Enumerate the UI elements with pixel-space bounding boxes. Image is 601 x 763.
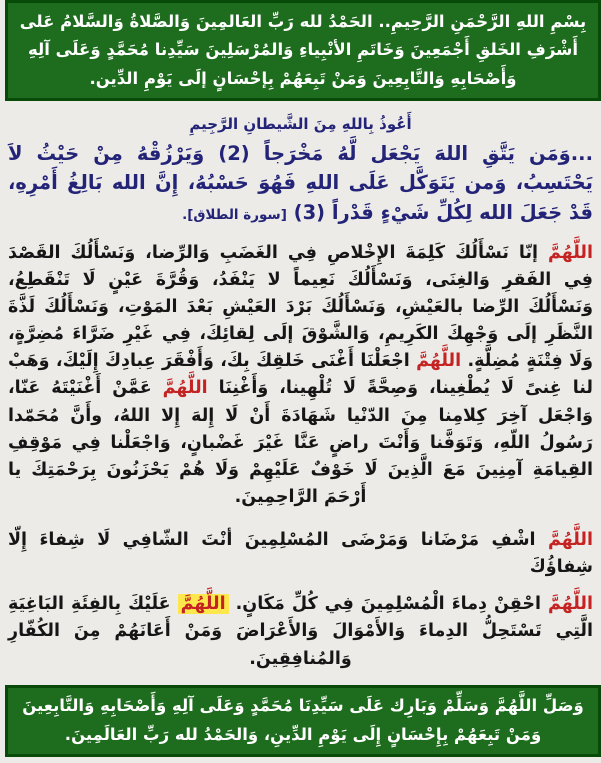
dua-healing-text: اشْفِ مَرْضَانا وَمَرْضَى المُسْلِمِينَ أنْتَ الشّافِي لَا شِفاءَ إِلّا شِفاؤُكَ (8, 530, 593, 578)
dua-protection-text-2: عَلَيْكَ بِالفِئَةِ البَاغِيَةِ الَّتِي تَسْتَحِلُّ الدِماءَ وَالأَمْوَالَ وَالأَعْرَاضَ وَمَنْ أَعَانَهُمْ مِنَ الكُفّارِ وَالمُنافِقِينَ. (8, 594, 593, 669)
dua-protection-text-1: احْقِنْ دِماءَ الْمُسْلِمِينَ فِي كُلِّ مَكَانٍ. (228, 594, 549, 615)
dua-paragraph-protection (8, 591, 593, 672)
header-banner-text: بِسْمِ اللهِ الرَّحْمَنِ الرَّحِيمِ.. الحَمْدُ لله رَبِّ العَالمِينَ وَالصَّلاةُ وَالسَّلامُ عَلى أَشْرَفِ الخَلقِ أَجْمَعِينَ وَخَاتَمِ الأنْبِياءِ وَالمُرْسَلِينَ سَيِّدِنا مُحَمَّدٍ وَعَلَى آلِهِ وَأَصْحَابِهِ وَالتَّابِعِينَ وَمَنْ تَبِعَهُمْ بِإحْسَانٍ إلَى يَوْمِ الدِّين. (19, 12, 587, 88)
footer-banner (5, 685, 601, 757)
verse-text: ...وَمَن يَتَّقِ اللهَ يَجْعَل لَّهُ مَخْرَجاً (2) وَيَرْزُقْهُ مِنْ حَيْثُ لاَ يَحْتَسِبُ، وَمن يَتَوَكَّل عَلَى اللهِ فَهُوَ حَسْبُهُ، إِنَّ الله بَالِغُ أَمْرِهِ، قَدْ جَعَلَ الله لِكُلِّ شَيْءٍ قَدْراً (3) (8, 142, 593, 224)
verse-source-citation: [سورة الطلاق]. (182, 206, 287, 223)
allahumma-red-1: اللَّهُمَّ (548, 242, 593, 263)
dua-main-text-1: إنّا نَسْأَلُكَ كَلِمَةَ الإِخْلاصِ فِي الغَضَبِ وَالرِّضا، وَنَسْأَلُكَ القَصْدَ فِي الفَقرِ وَالغِنَى، وَنَسْأَلُكَ نَعِيماً لا يَنْفَدُ، وَقُرَّةَ عَيْنٍ لَا تَنْقَطِعُ، وَنَسْأَلُكَ الرِّضا بالعَيْشِ، وَنَسْأَلُكَ بَرْدَ العَيْشِ بَعْدَ المَوْتِ، وَنَسْأَلُكَ لَذَّةَ النَّظَرِ إلَى وَجْهِكَ الكَرِيمِ، وَالشَّوْقَ إلَى لِقائِكَ، فِي غَيْرِ ضَرَّاءَ مُضِرَّةٍ، وَلَا فِتْنَةٍ مُضِلَّةٍ. (8, 242, 593, 372)
allahumma-red-4: اللَّهُمَّ (548, 530, 593, 550)
allahumma-red-3: اللَّهُمَّ (162, 378, 208, 399)
allahumma-red-5: اللَّهُمَّ (548, 594, 594, 615)
dua-main-text-2: اجْعَلْنَا أَغْنَى خَلقِكَ بِكَ، وَأَفْقَرَ عِبادِكَ إِلَيْكَ، وَهَبْ لنا غِنىً لَا يُطْغِينا، وَصِحَّةً لَا تُلْهِينا، وَأَغْنِنَا (8, 351, 594, 399)
allahumma-highlighted: اللَّهُمَّ (178, 594, 229, 614)
footer-banner-text: وَصَلِّ اللَّهُمَّ وَسَلِّمْ وَبَارِك عَلَى سَيِّدِنَا مُحَمَّدٍ وَعَلَى آلِهِ وَأَصْحَابِهِ وَالتَّابِعِينَ وَمَنْ تَبِعَهُمْ بِإِحْسَانٍ إِلَى يَوْمِ الدِّينِ، وَالحَمْدُ لله رَبِّ العَالَمِينَ. (22, 696, 584, 744)
istiadha-line: أَعُوذُ بِاللهِ مِنَ الشَّيطانِ الرَّجِيمِ (189, 115, 412, 133)
dua-paragraph-main (8, 240, 593, 511)
dua-main-text-3: عَمَّنْ أَغْنَيْتَهُ عَنّا، وَاجْعَل آخِرَ كِلامِنا مِنَ الدّنْيا شَهَادَةَ أَنْ لَا إِلهَ إِلا اللهُ، وأَنَّ مُحَمّدا رَسُولُ اللّهِ، وَتَوَفَّنا وَأَنْتَ راضٍ عَنَّا غَيْرَ غَضْبانٍ، وَاجْعَلْنا فِي مَوْقِفِ القِيامَةِ آمِنِينَ مَعَ الَّذِينَ لَا خَوْفٌ عَلَيْهِمْ وَلَا هُمْ يَحْزَنُونَ بِرَحْمَتِكَ يا أَرْحَمَ الرَّاحِمِينَ. (8, 378, 593, 507)
header-banner (5, 0, 601, 101)
content-area (0, 101, 601, 685)
dua-paragraph-healing (8, 527, 593, 581)
quran-verse-paragraph (8, 139, 593, 227)
allahumma-red-2: اللَّهُمَّ (416, 351, 462, 372)
